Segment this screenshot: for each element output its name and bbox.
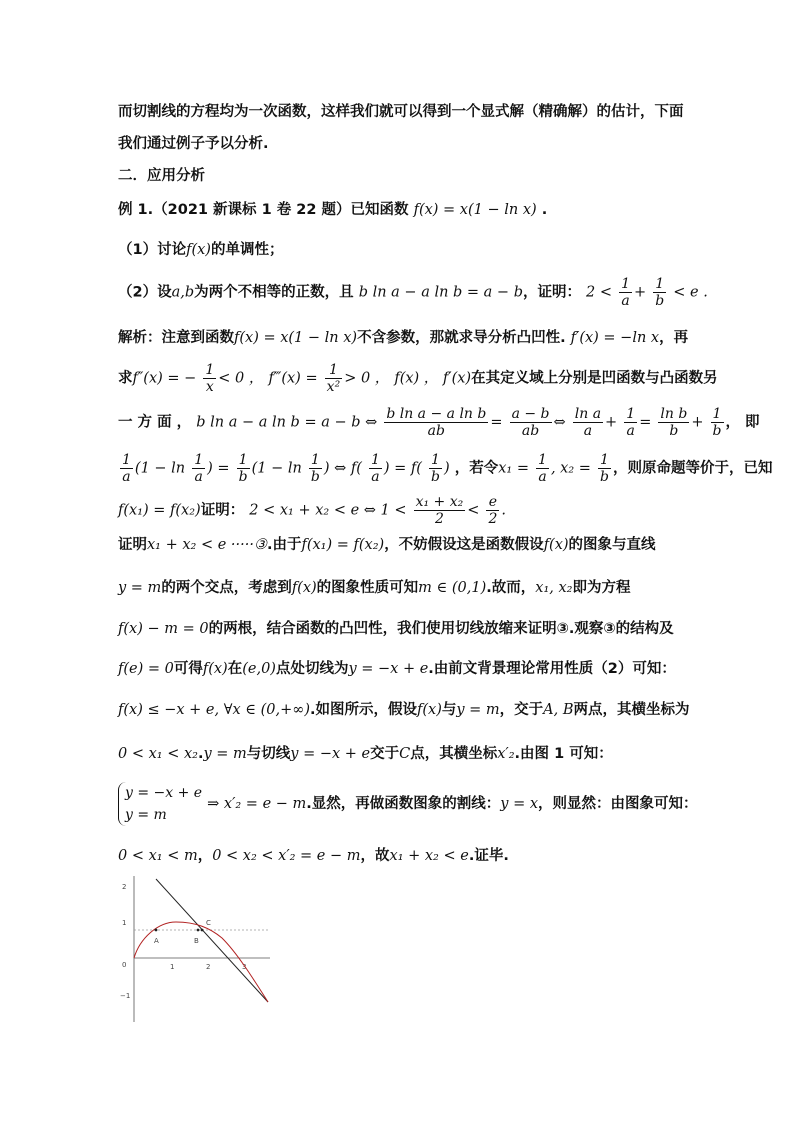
fraction-main: $\frac{\text{b ln a − a ln b}}{ab}$ — [386, 406, 487, 439]
frac: $\frac{1}{b}$ — [600, 452, 609, 485]
frac: $\frac{1}{b}$ — [238, 452, 248, 485]
y-tick-neg1: −1 — [120, 992, 131, 1000]
proof-line-6: 0 < x₁ < x₂.y = m与切线y = −x + e交于C点，其横坐标x′₂.由图 1 可知： — [118, 746, 613, 762]
x-tick-2: 2 — [206, 963, 211, 971]
frac: $\frac{1}{b}$ — [310, 452, 320, 485]
intro-line-1: 而切割线的方程均为一次函数，这样我们就可以得到一个显式解（精确解）的估计，下面 — [118, 104, 684, 120]
y-tick-1: 1 — [122, 919, 127, 927]
example-part-1: （1）讨论f(x)的单调性； — [118, 242, 284, 258]
x-tick-3: 3 — [242, 963, 247, 971]
point-label-a: A — [154, 937, 159, 945]
fraction-amb: $\frac{a - b}{ab}$ — [511, 406, 550, 439]
example-part-2: （2）设a,b为两个不相等的正数，且 b ln a − a ln b = a − b，证明： 2 < $\frac{1}{a}$ + $\frac{1}{b}$ < e . — [118, 276, 708, 309]
proof-line-8: 0 < x₁ < m，0 < x₂ < x′₂ = e − m，故x₁ + x₂ < e.证毕. — [118, 848, 509, 864]
solution-line-5: f(x₁) = f(x₂)证明： 2 < x₁ + x₂ < e ⇔ 1 < $\frac{\text{x₁ + x₂}}{2}$ < $\frac{e}{2}$ . — [118, 494, 506, 527]
solution-line-3: 一 方 面 ， b ln a − a ln b = a − b ⇔ $\frac{\text{b ln a − a ln b}}{ab}$ = $\frac{a - b}{ab}$ ⇔ $\frac{\text{ln a}}{a}$ + $\frac{1}{a}$ = $\frac{\text{ln b}}{b}$ + $\frac{1}{b}$ ， 即 — [118, 406, 760, 439]
fraction-1-over-x2: $\frac{1}{\text{x²}}$ — [326, 362, 341, 395]
y-tick-2: 2 — [122, 883, 127, 891]
solution-line-1: 解析：注意到函数f(x) = x(1 − ln x)不含参数，那就求导分析凸凹性. f′(x) = −ln x，再 — [118, 330, 689, 346]
proof-line-7: y = −x + e y = m ⇒ x′₂ = e − m.显然，再做函数图象的割线：y = x，则显然：由图象可知： — [118, 782, 698, 826]
point-label-c: C — [206, 919, 211, 927]
example-title: 例 1.（2021 新课标 1 卷 22 题）已知函数 f(x) = x(1 − ln x) . — [118, 202, 548, 218]
intro-line-2: 我们通过例子予以分析. — [118, 136, 269, 152]
function-curve — [134, 922, 268, 1002]
x-tick-1: 1 — [170, 963, 175, 971]
fraction-1-over-b: $\frac{1}{b}$ — [655, 276, 665, 309]
frac-sum: $\frac{\text{x₁ + x₂}}{2}$ — [415, 494, 464, 527]
fraction-lnb: $\frac{\text{ln b}}{b}$ — [660, 406, 688, 439]
solution-line-2: 求f″(x) = − $\frac{1}{x}$ < 0 ， f‴(x) = $\frac{1}{\text{x²}}$ > 0 ， f(x) ， f′(x)在其定义域上分别是凹函数与凸函数另 — [118, 362, 718, 395]
frac-e2: $\frac{e}{2}$ — [488, 494, 498, 527]
tangent-line — [156, 879, 268, 1002]
frac: $\frac{1}{a}$ — [370, 452, 380, 485]
point-b — [197, 929, 200, 932]
function-graph — [118, 876, 270, 1022]
fraction-1a: $\frac{1}{a}$ — [626, 406, 636, 439]
proof-line-5: f(x) ≤ −x + e, ∀x ∈ (0,+∞).如图所示，假设f(x)与y = m，交于A, B两点，其横坐标为 — [118, 702, 690, 718]
point-c — [201, 929, 204, 932]
equation-system: y = −x + e y = m — [118, 782, 202, 826]
proof-line-1: 证明x₁ + x₂ < e ·····③.由于f(x₁) = f(x₂)，不妨假设这是函数假设f(x)的图象与直线 — [118, 537, 656, 553]
frac: $\frac{1}{b}$ — [431, 452, 440, 485]
solution-line-4: $\frac{1}{a}$ (1 − ln $\frac{1}{a}$ ) = $\frac{1}{b}$ (1 − ln $\frac{1}{b}$ ) ⇔ f( $\frac{1}{a}$ ) = f( $\frac{1}{b}$ ) ，若令x₁ = $\frac{1}{a}$ , x₂ = $\frac{1}{b}$ ，则原命题等价于，已知 — [122, 452, 773, 485]
point-a — [155, 929, 158, 932]
proof-line-2: y = m的两个交点，考虑到f(x)的图象性质可知m ∈ (0,1).故而，x₁, x₂即为方程 — [118, 580, 631, 596]
fraction-1b: $\frac{1}{b}$ — [712, 406, 722, 439]
frac: $\frac{1}{a}$ — [122, 452, 131, 485]
point-label-b: B — [194, 937, 199, 945]
fraction-lna: $\frac{\text{ln a}}{a}$ — [574, 406, 602, 439]
frac: $\frac{1}{a}$ — [538, 452, 547, 485]
frac: $\frac{1}{a}$ — [194, 452, 204, 485]
fraction-1-over-a: $\frac{1}{a}$ — [621, 276, 631, 309]
y-tick-0: 0 — [122, 961, 127, 969]
proof-line-4: f(e) = 0可得f(x)在(e,0)点处切线为y = −x + e.由前文背景理论常用性质（2）可知： — [118, 661, 676, 677]
proof-line-3: f(x) − m = 0的两根，结合函数的凸凹性，我们使用切线放缩来证明③.观察③的结构及 — [118, 621, 674, 637]
fraction-1-over-x: $\frac{1}{x}$ — [205, 362, 215, 395]
section-title: 二．应用分析 — [118, 168, 205, 184]
